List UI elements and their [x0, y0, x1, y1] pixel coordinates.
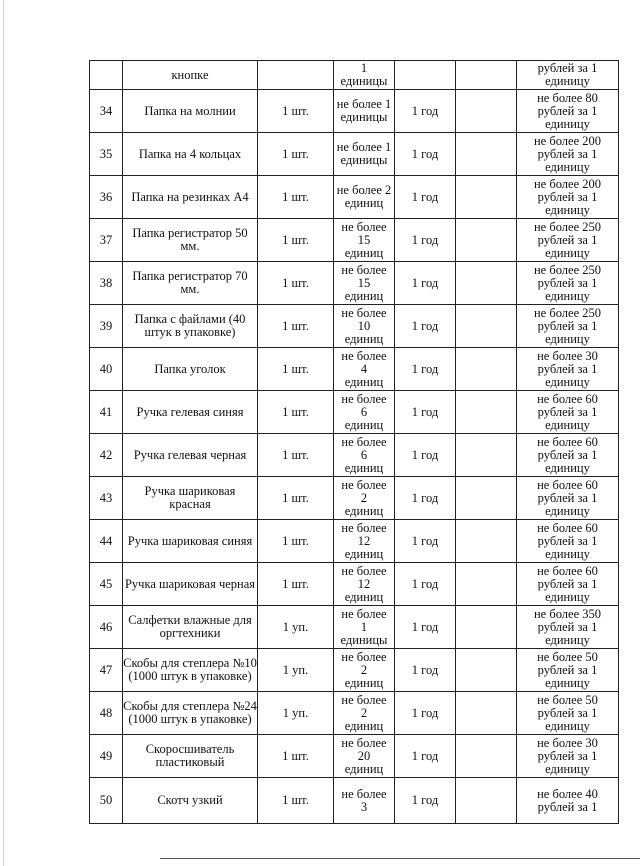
- term-cell: [395, 735, 456, 778]
- price-cell: [517, 563, 619, 606]
- price-text: не более 50 рублей за 1 единицу: [537, 649, 598, 690]
- price-text: не более 50 рублей за 1 единицу: [537, 692, 598, 733]
- row-number: 47: [99, 662, 113, 677]
- term-text: 1 год: [411, 232, 439, 247]
- quantity-text: не более 4 единиц: [341, 348, 387, 389]
- unit-text: 1 шт.: [282, 103, 309, 118]
- blank-cell: [456, 219, 517, 262]
- row-number: 34: [99, 103, 113, 118]
- table-row: [90, 391, 619, 434]
- item-name: Папка с файлами (40 штук в упаковке): [134, 312, 246, 339]
- term-cell: [395, 563, 456, 606]
- term-text: 1 год: [411, 619, 439, 634]
- table-row: [90, 477, 619, 520]
- quantity-cell: [334, 563, 395, 606]
- unit-text: 1 шт.: [282, 232, 309, 247]
- row-number-cell: [90, 305, 123, 348]
- quantity-cell: [334, 606, 395, 649]
- term-text: 1 год: [411, 793, 439, 807]
- quantity-text: не более 6 единиц: [341, 434, 387, 475]
- unit-cell: [258, 649, 334, 692]
- blank-cell: [456, 305, 517, 348]
- item-name: Папка на резинках А4: [131, 189, 249, 204]
- term-cell: [395, 391, 456, 434]
- term-cell: [395, 477, 456, 520]
- table-row: [90, 563, 619, 606]
- quantity-text: не более 1 единицы: [340, 606, 388, 647]
- quantity-cell: [334, 219, 395, 262]
- unit-cell: [258, 133, 334, 176]
- unit-cell: [258, 176, 334, 219]
- quantity-cell: [334, 391, 395, 434]
- blank-cell: [456, 133, 517, 176]
- price-text: не более 60 рублей за 1 единицу: [537, 434, 598, 475]
- price-cell: [517, 348, 619, 391]
- term-cell: [395, 176, 456, 219]
- term-text: 1 год: [411, 748, 439, 763]
- item-name: Скобы для степлера №24 (1000 штук в упаковке): [123, 699, 257, 726]
- unit-cell: [258, 219, 334, 262]
- item-name-cell: [123, 305, 258, 348]
- row-number: 49: [99, 748, 113, 763]
- item-name-cell: [123, 176, 258, 219]
- quantity-cell: [334, 778, 395, 824]
- item-name-cell: [123, 133, 258, 176]
- term-text: 1 год: [411, 447, 439, 462]
- item-name: Папка на 4 кольцах: [138, 146, 242, 161]
- row-number-cell: [90, 692, 123, 735]
- row-number-cell: [90, 477, 123, 520]
- row-number: 50: [99, 793, 113, 807]
- quantity-cell: [334, 262, 395, 305]
- term-cell: [395, 262, 456, 305]
- supplies-table-body: [90, 61, 619, 824]
- item-name: кнопке: [171, 67, 209, 82]
- table-row: [90, 520, 619, 563]
- row-number: 45: [99, 576, 113, 591]
- table-row: [90, 262, 619, 305]
- price-cell: [517, 520, 619, 563]
- price-cell: [517, 61, 619, 90]
- quantity-cell: [334, 735, 395, 778]
- quantity-text: не более 1 единицы: [336, 140, 392, 167]
- term-cell: [395, 219, 456, 262]
- term-text: 1 год: [411, 404, 439, 419]
- unit-text: 1 уп.: [282, 619, 309, 634]
- quantity-text: не более 12 единиц: [341, 520, 387, 561]
- blank-cell: [456, 649, 517, 692]
- unit-text: 1 уп.: [282, 662, 309, 677]
- price-text: не более 250 рублей за 1 единицу: [533, 262, 602, 303]
- item-name: Салфетки влажные для оргтехники: [128, 613, 252, 640]
- blank-cell: [456, 735, 517, 778]
- unit-cell: [258, 692, 334, 735]
- price-text: не более 250 рублей за 1 единицу: [533, 305, 602, 346]
- unit-cell: [258, 61, 334, 90]
- blank-cell: [456, 563, 517, 606]
- term-text: 1 год: [411, 361, 439, 376]
- quantity-cell: [334, 176, 395, 219]
- table-row: [90, 133, 619, 176]
- quantity-cell: [334, 348, 395, 391]
- quantity-text: не более 12 единиц: [341, 563, 387, 604]
- row-number: 38: [99, 275, 113, 290]
- quantity-text: не более 15 единиц: [341, 219, 387, 260]
- quantity-cell: [334, 61, 395, 90]
- unit-text: 1 шт.: [282, 576, 309, 591]
- row-number-cell: [90, 391, 123, 434]
- price-cell: [517, 176, 619, 219]
- term-cell: [395, 348, 456, 391]
- quantity-cell: [334, 90, 395, 133]
- row-number-cell: [90, 735, 123, 778]
- item-name-cell: [123, 262, 258, 305]
- price-text: не более 200 рублей за 1 единицу: [533, 176, 602, 217]
- item-name: Папка на молнии: [144, 103, 236, 118]
- supplies-table: [89, 60, 619, 824]
- quantity-cell: [334, 692, 395, 735]
- unit-text: 1 шт.: [282, 189, 309, 204]
- page-bottom-rule: [160, 858, 640, 859]
- item-name-cell: [123, 606, 258, 649]
- quantity-cell: [334, 434, 395, 477]
- row-number: 35: [99, 146, 113, 161]
- item-name-cell: [123, 219, 258, 262]
- term-cell: [395, 606, 456, 649]
- price-text: не более 60 рублей за 1 единицу: [537, 563, 598, 604]
- price-text: не более 60 рублей за 1 единицу: [537, 391, 598, 432]
- price-text: не более 350 рублей за 1 единицу: [533, 606, 602, 647]
- row-number-cell: [90, 778, 123, 824]
- price-cell: [517, 735, 619, 778]
- blank-cell: [456, 434, 517, 477]
- quantity-text: не более 2 единиц: [341, 649, 387, 690]
- row-number-cell: [90, 348, 123, 391]
- unit-text: 1 шт.: [282, 275, 309, 290]
- quantity-text: не более 3: [341, 786, 387, 814]
- unit-text: 1 шт.: [282, 146, 309, 161]
- price-cell: [517, 649, 619, 692]
- term-cell: [395, 520, 456, 563]
- price-text: не более 200 рублей за 1 единицу: [533, 133, 602, 174]
- item-name-cell: [123, 90, 258, 133]
- price-cell: [517, 606, 619, 649]
- item-name: Ручка гелевая черная: [133, 447, 247, 462]
- term-text: 1 год: [411, 318, 439, 333]
- unit-cell: [258, 520, 334, 563]
- item-name-cell: [123, 563, 258, 606]
- item-name: Папка регистратор 50 мм.: [132, 226, 248, 253]
- price-cell: [517, 434, 619, 477]
- unit-text: 1 шт.: [282, 748, 309, 763]
- unit-text: 1 шт.: [282, 793, 309, 807]
- quantity-text: не более 6 единиц: [341, 391, 387, 432]
- price-text: не более 30 рублей за 1 единицу: [537, 735, 598, 776]
- term-text: 1 год: [411, 533, 439, 548]
- term-text: 1 год: [411, 576, 439, 591]
- price-text: не более 30 рублей за 1 единицу: [537, 348, 598, 389]
- unit-cell: [258, 90, 334, 133]
- price-cell: [517, 391, 619, 434]
- term-text: 1 год: [411, 146, 439, 161]
- quantity-text: 1 единицы: [340, 61, 388, 88]
- quantity-cell: [334, 649, 395, 692]
- price-text: не более 40 рублей за 1: [537, 786, 598, 814]
- row-number-cell: [90, 520, 123, 563]
- item-name-cell: [123, 520, 258, 563]
- quantity-cell: [334, 305, 395, 348]
- blank-cell: [456, 477, 517, 520]
- item-name: Папка уголок: [154, 361, 226, 376]
- row-number-cell: [90, 219, 123, 262]
- price-cell: [517, 90, 619, 133]
- item-name-cell: [123, 477, 258, 520]
- table-row: [90, 305, 619, 348]
- row-number: 36: [99, 189, 113, 204]
- quantity-text: не более 2 единиц: [341, 477, 387, 518]
- price-cell: [517, 778, 619, 824]
- quantity-text: не более 2 единиц: [341, 692, 387, 733]
- term-cell: [395, 778, 456, 824]
- unit-text: 1 шт.: [282, 404, 309, 419]
- blank-cell: [456, 61, 517, 90]
- table-row: [90, 348, 619, 391]
- price-text: не более 80 рублей за 1 единицу: [537, 90, 598, 131]
- quantity-text: не более 10 единиц: [341, 305, 387, 346]
- row-number-cell: [90, 176, 123, 219]
- item-name: Папка регистратор 70 мм.: [132, 269, 248, 296]
- unit-cell: [258, 434, 334, 477]
- item-name-cell: [123, 649, 258, 692]
- item-name: Ручка гелевая синяя: [136, 404, 244, 419]
- term-cell: [395, 90, 456, 133]
- term-text: 1 год: [411, 490, 439, 505]
- item-name: Скобы для степлера №10 (1000 штук в упаковке): [123, 656, 257, 683]
- item-name-cell: [123, 778, 258, 824]
- price-cell: [517, 262, 619, 305]
- item-name-cell: [123, 61, 258, 90]
- unit-cell: [258, 262, 334, 305]
- item-name: Скотч узкий: [157, 793, 223, 807]
- row-number: 48: [99, 705, 113, 720]
- price-cell: [517, 133, 619, 176]
- blank-cell: [456, 606, 517, 649]
- quantity-text: не более 2 единиц: [336, 183, 392, 210]
- quantity-text: не более 1 единицы: [336, 97, 392, 124]
- unit-cell: [258, 391, 334, 434]
- row-number-cell: [90, 133, 123, 176]
- row-number: 41: [99, 404, 113, 419]
- price-text: не более 60 рублей за 1 единицу: [537, 520, 598, 561]
- unit-cell: [258, 348, 334, 391]
- row-number: 39: [99, 318, 113, 333]
- unit-cell: [258, 563, 334, 606]
- page-scan-edge: [3, 0, 4, 866]
- quantity-text: не более 20 единиц: [341, 735, 387, 776]
- blank-cell: [456, 90, 517, 133]
- table-row: [90, 649, 619, 692]
- term-cell: [395, 692, 456, 735]
- price-cell: [517, 692, 619, 735]
- row-number-cell: [90, 434, 123, 477]
- table-row: [90, 778, 619, 824]
- row-number-cell: [90, 61, 123, 90]
- price-cell: [517, 477, 619, 520]
- unit-text: 1 шт.: [282, 447, 309, 462]
- price-text: не более 250 рублей за 1 единицу: [533, 219, 602, 260]
- unit-cell: [258, 606, 334, 649]
- item-name: Ручка шариковая синяя: [127, 533, 253, 548]
- term-cell: [395, 61, 456, 90]
- unit-text: 1 уп.: [282, 705, 309, 720]
- item-name: Ручка шариковая красная: [144, 484, 236, 511]
- blank-cell: [456, 391, 517, 434]
- row-number-cell: [90, 606, 123, 649]
- term-text: 1 год: [411, 103, 439, 118]
- unit-cell: [258, 305, 334, 348]
- row-number: 42: [99, 447, 113, 462]
- blank-cell: [456, 348, 517, 391]
- term-cell: [395, 133, 456, 176]
- row-number: 46: [99, 619, 113, 634]
- table-row: [90, 692, 619, 735]
- term-cell: [395, 649, 456, 692]
- unit-cell: [258, 477, 334, 520]
- price-cell: [517, 219, 619, 262]
- unit-cell: [258, 735, 334, 778]
- quantity-cell: [334, 477, 395, 520]
- item-name: Ручка шариковая черная: [124, 576, 256, 591]
- blank-cell: [456, 262, 517, 305]
- row-number-cell: [90, 90, 123, 133]
- row-number: 44: [99, 533, 113, 548]
- unit-text: 1 шт.: [282, 490, 309, 505]
- item-name-cell: [123, 348, 258, 391]
- unit-cell: [258, 778, 334, 824]
- term-cell: [395, 434, 456, 477]
- table-row: [90, 434, 619, 477]
- unit-text: 1 шт.: [282, 361, 309, 376]
- quantity-cell: [334, 520, 395, 563]
- price-text: рублей за 1 единицу: [537, 61, 598, 88]
- price-text: не более 60 рублей за 1 единицу: [537, 477, 598, 518]
- table-row: [90, 606, 619, 649]
- term-text: 1 год: [411, 705, 439, 720]
- blank-cell: [456, 176, 517, 219]
- quantity-text: не более 15 единиц: [341, 262, 387, 303]
- item-name-cell: [123, 692, 258, 735]
- item-name: Скоросшиватель пластиковый: [145, 742, 235, 769]
- term-text: 1 год: [411, 275, 439, 290]
- row-number: 37: [99, 232, 113, 247]
- unit-text: 1 шт.: [282, 533, 309, 548]
- term-text: 1 год: [411, 662, 439, 677]
- row-number-cell: [90, 563, 123, 606]
- row-number-cell: [90, 649, 123, 692]
- price-cell: [517, 305, 619, 348]
- table-row: [90, 219, 619, 262]
- quantity-cell: [334, 133, 395, 176]
- table-row: [90, 176, 619, 219]
- table-row: [90, 735, 619, 778]
- blank-cell: [456, 692, 517, 735]
- term-text: 1 год: [411, 189, 439, 204]
- item-name-cell: [123, 391, 258, 434]
- table-row: [90, 90, 619, 133]
- row-number-cell: [90, 262, 123, 305]
- row-number: 40: [99, 361, 113, 376]
- term-cell: [395, 305, 456, 348]
- item-name-cell: [123, 434, 258, 477]
- table-row-continued: [90, 61, 619, 90]
- blank-cell: [456, 520, 517, 563]
- unit-text: 1 шт.: [282, 318, 309, 333]
- item-name-cell: [123, 735, 258, 778]
- row-number: 43: [99, 490, 113, 505]
- blank-cell: [456, 778, 517, 824]
